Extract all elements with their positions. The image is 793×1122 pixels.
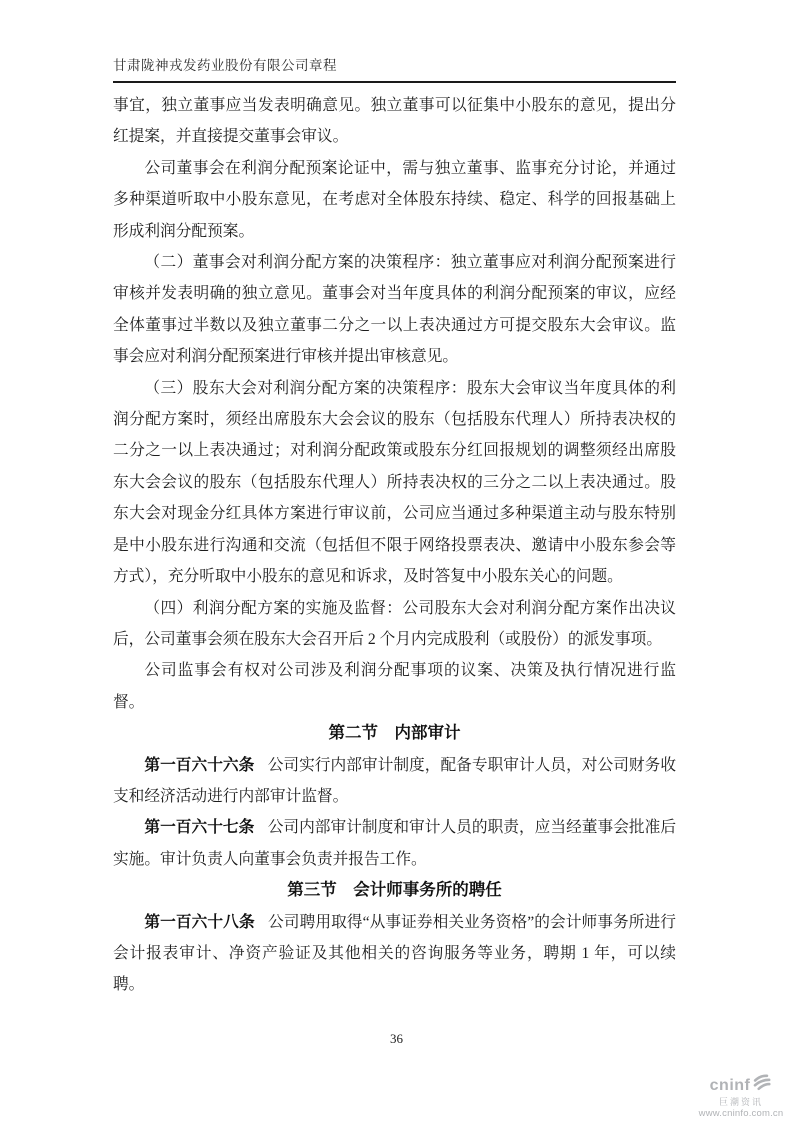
- article-number: 第一百六十七条: [144, 819, 255, 837]
- body-paragraph: 事宜，独立董事应当发表明确意见。独立董事可以征集中小股东的意见，提出分红提案，并直接提交董事会审议。: [113, 97, 676, 146]
- cninfo-swirl-icon: [752, 1074, 772, 1097]
- article-paragraph: 第一百六十六条 公司实行内部审计制度，配备专职审计人员，对公司财务收支和经济活动进行内部审计监督。: [113, 756, 677, 805]
- cninfo-url: www.cninfo.com.cn: [698, 1108, 784, 1120]
- article-number: 第一百六十八条: [144, 913, 255, 931]
- page-number: 36: [390, 1031, 403, 1046]
- document-header-title: 甘肃陇神戎发药业股份有限公司章程: [113, 54, 676, 83]
- body-paragraph: （四）利润分配方案的实施及监督：公司股东大会对利润分配方案作出决议后，公司董事会须在股东大会召开后 2 个月内完成股利（或股份）的派发事项。: [113, 599, 676, 648]
- article-paragraph: 第一百六十七条 公司内部审计制度和审计人员的职责，应当经董事会批准后实施。审计负责人向董事会负责并报告工作。: [113, 819, 677, 868]
- article-paragraph: 第一百六十八条 公司聘用取得“从事证券相关业务资格”的会计师事务所进行会计报表审计、净资产验证及其他相关的咨询服务等业务，聘期 1 年，可以续聘。: [113, 913, 676, 994]
- section-heading: 第二节 内部审计: [328, 724, 461, 743]
- section-heading: 第三节 会计师事务所的聘任: [287, 881, 502, 900]
- cninfo-chinese-name: 巨潮资讯: [718, 1096, 763, 1107]
- cninfo-watermark: [695, 1074, 787, 1120]
- body-paragraph: （三）股东大会对利润分配方案的决策程序：股东大会审议当年度具体的利润分配方案时，须经出席股东大会会议的股东（包括股东代理人）所持表决权的二分之一以上表决通过；对利润分配政策或股东分红回报规划的调整须经出席股东大会会议的股东（包括股东代理人）所持表决权的三分之二以上表决通过。股东大会对现金分红具体方案进行审议前，公司应当通过多种渠道主动与股东特别是中小股东进行沟通和交流（包括但不限于网络投票表决、邀请中小股东参会等方式），充分听取中小股东的意见和诉求，及时答复中小股东关心的问题。: [113, 379, 676, 586]
- body-paragraph: （二）董事会对利润分配方案的决策程序：独立董事应对利润分配预案进行审核并发表明确的独立意见。董事会对当年度具体的利润分配预案的审议，应经全体董事过半数以及独立董事二分之一以上表决通过方可提交股东大会审议。监事会应对利润分配预案进行审核并提出审核意见。: [113, 254, 676, 366]
- article-number: 第一百六十六条: [144, 756, 255, 774]
- document-body: [113, 90, 676, 1001]
- body-paragraph: 公司董事会在利润分配预案论证中，需与独立董事、监事充分讨论，并通过多种渠道听取中小股东意见，在考虑对全体股东持续、稳定、科学的回报基础上形成利润分配预案。: [113, 159, 676, 240]
- cninfo-brand-text: cninf: [709, 1076, 751, 1094]
- body-paragraph: 公司监事会有权对公司涉及利润分配事项的议案、决策及执行情况进行监督。: [113, 662, 676, 711]
